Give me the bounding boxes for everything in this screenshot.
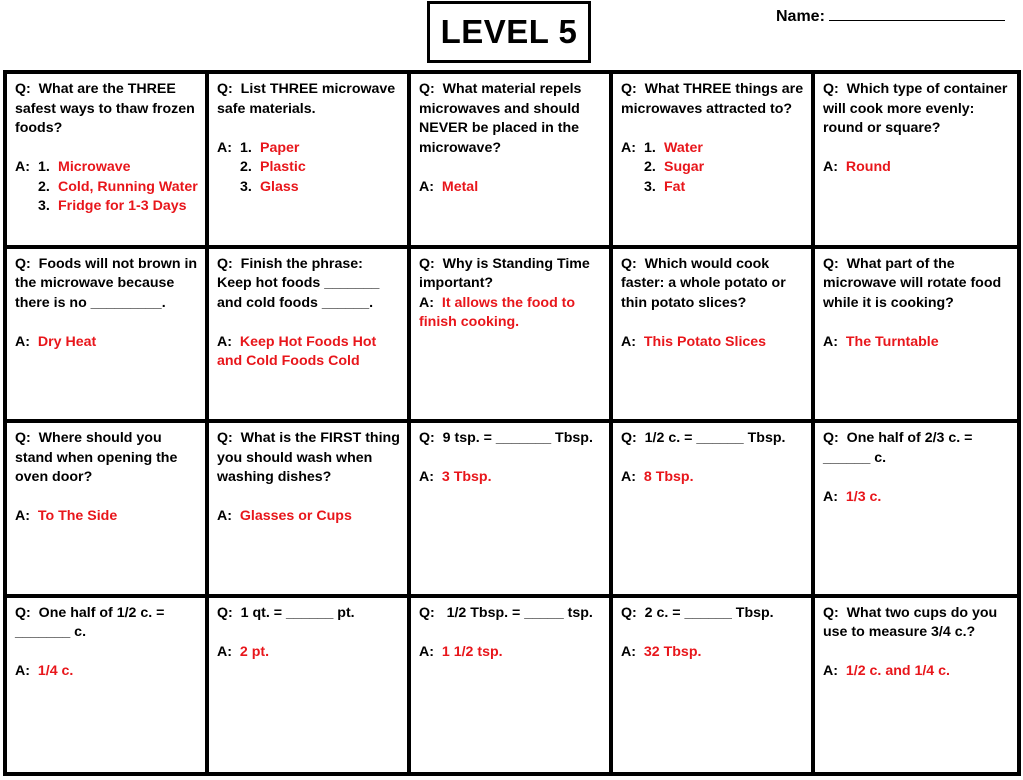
answer-prefix: A: xyxy=(823,663,838,679)
answer-text: To The Side xyxy=(37,508,118,524)
quiz-cell xyxy=(7,74,209,249)
answer xyxy=(419,468,602,488)
question-prefix: Q: xyxy=(621,430,637,446)
answer-text: Metal xyxy=(441,178,479,195)
answer-prefix: A: xyxy=(419,469,434,485)
question-text xyxy=(419,80,602,158)
answer-text: Dry Heat xyxy=(37,333,97,350)
spacer xyxy=(823,139,1010,159)
quiz-cell xyxy=(815,598,1017,773)
answer-text: 3 Tbsp. xyxy=(441,469,492,485)
question-text xyxy=(621,80,804,119)
answer xyxy=(15,662,198,682)
question-body: Finish the phrase: Keep hot foods _______ and cold foods ______. xyxy=(217,255,380,311)
answer-prefix: A: xyxy=(823,488,838,505)
question-text xyxy=(217,429,400,488)
spacer xyxy=(823,468,1010,488)
question-text xyxy=(621,255,804,314)
question-text xyxy=(621,604,804,624)
answer-prefix: A: xyxy=(217,643,232,660)
quiz-cell xyxy=(7,598,209,773)
answer xyxy=(621,333,804,353)
spacer xyxy=(621,449,804,469)
question-text xyxy=(419,429,602,449)
spacer xyxy=(15,139,198,159)
answer-prefix: A: xyxy=(15,333,30,350)
answer xyxy=(419,178,602,198)
question-text xyxy=(15,604,198,643)
answer-text: 2 pt. xyxy=(239,643,270,660)
question-prefix: Q: xyxy=(621,604,637,621)
spacer xyxy=(15,643,198,663)
question-body: 1/2 Tbsp. = _____ tsp. xyxy=(442,604,593,621)
answer-list-item xyxy=(217,139,400,159)
answer-list xyxy=(621,139,804,198)
quiz-cell xyxy=(613,423,815,598)
quiz-cell xyxy=(815,249,1017,424)
answer xyxy=(621,468,804,488)
spacer xyxy=(217,488,400,508)
question-body: One half of 2/3 c. = ______ c. xyxy=(823,430,973,466)
answer-text: Sugar xyxy=(664,159,705,175)
answer-list xyxy=(15,158,198,217)
answer-list-item xyxy=(15,178,198,198)
question-text xyxy=(15,255,198,314)
spacer xyxy=(419,158,602,178)
answer-prefix: A: xyxy=(217,333,232,350)
question-text xyxy=(621,429,804,449)
answer-text: 1/2 c. and 1/4 c. xyxy=(845,663,950,679)
question-text xyxy=(419,255,602,294)
answer-prefix: A: xyxy=(217,139,232,156)
answer-text: Cold, Running Water xyxy=(58,178,198,195)
question-prefix: Q: xyxy=(621,81,637,97)
question-text xyxy=(419,604,602,624)
answer-text: Plastic xyxy=(260,159,306,175)
question-body: Foods will not brown in the microwave because there is no _________. xyxy=(15,255,198,311)
answer-prefix: A: xyxy=(621,643,636,660)
answer xyxy=(15,507,198,527)
answer-list-item xyxy=(217,158,400,178)
question-prefix: Q: xyxy=(419,81,435,97)
answer-prefix: A: xyxy=(15,508,30,524)
answer xyxy=(823,333,1010,353)
question-text xyxy=(15,429,198,488)
answer-text: 8 Tbsp. xyxy=(643,469,694,485)
question-prefix: Q: xyxy=(15,604,31,621)
question-prefix: Q: xyxy=(419,255,435,272)
answer-prefix: A: xyxy=(823,333,838,350)
answer xyxy=(823,488,1010,508)
question-prefix: Q: xyxy=(823,81,839,97)
answer-prefix: A: xyxy=(217,508,232,524)
quiz-grid xyxy=(3,70,1021,776)
question-body: What THREE things are microwaves attracted to? xyxy=(621,81,804,117)
question-prefix: Q: xyxy=(15,255,31,272)
answer xyxy=(217,643,400,663)
question-body: 1 qt. = ______ pt. xyxy=(240,604,355,621)
spacer xyxy=(217,119,400,139)
answer-number: 1. xyxy=(38,159,50,175)
question-body: Which would cook faster: a whole potato or thin potato slices? xyxy=(621,255,786,311)
question-body: One half of 1/2 c. = _______ c. xyxy=(15,604,165,640)
quiz-cell xyxy=(411,249,613,424)
spacer xyxy=(621,119,804,139)
answer xyxy=(15,333,198,353)
question-prefix: Q: xyxy=(823,430,839,446)
quiz-cell xyxy=(613,249,815,424)
page-title: LEVEL 5 xyxy=(427,1,591,63)
answer-text: Round xyxy=(845,159,891,175)
question-body: What two cups do you use to measure 3/4 c.? xyxy=(823,604,998,640)
quiz-cell xyxy=(411,74,613,249)
question-body: What part of the microwave will rotate food while it is cooking? xyxy=(823,255,1002,311)
answer xyxy=(217,507,400,527)
question-text xyxy=(823,604,1010,643)
answer-prefix: A: xyxy=(419,643,434,660)
quiz-cell xyxy=(411,423,613,598)
question-body: Which type of container will cook more evenly: round or square? xyxy=(823,81,1008,136)
quiz-cell xyxy=(209,423,411,598)
answer-text: Glasses or Cups xyxy=(239,508,352,524)
answer-text: Paper xyxy=(260,139,300,156)
question-prefix: Q: xyxy=(217,604,233,621)
question-prefix: Q: xyxy=(217,81,233,97)
spacer xyxy=(217,313,400,333)
quiz-cell xyxy=(209,598,411,773)
answer xyxy=(217,333,400,372)
answer-prefix: A: xyxy=(621,333,636,350)
quiz-cell xyxy=(7,423,209,598)
spacer xyxy=(217,623,400,643)
question-body: 1/2 c. = ______ Tbsp. xyxy=(644,430,786,446)
question-body: 2 c. = ______ Tbsp. xyxy=(644,604,774,621)
answer-text: 1 1/2 tsp. xyxy=(441,643,503,660)
quiz-cell xyxy=(411,598,613,773)
question-prefix: Q: xyxy=(15,81,31,97)
name-blank-line[interactable] xyxy=(829,6,1005,21)
spacer xyxy=(823,313,1010,333)
answer xyxy=(823,662,1010,682)
question-text xyxy=(217,80,400,119)
answer-number: 2. xyxy=(240,159,252,175)
quiz-cell xyxy=(815,74,1017,249)
answer-text: It allows the food to finish cooking. xyxy=(419,294,576,330)
name-label: Name: xyxy=(776,8,825,25)
answer-text: Keep Hot Foods Hot and Cold Foods Cold xyxy=(217,333,377,369)
answer-list xyxy=(217,139,400,198)
question-prefix: Q: xyxy=(217,430,233,446)
question-body: What is the FIRST thing you should wash when washing dishes? xyxy=(217,430,400,485)
answer-prefix: A: xyxy=(15,663,30,679)
spacer xyxy=(419,623,602,643)
answer-list-item xyxy=(217,178,400,198)
quiz-cell xyxy=(815,423,1017,598)
quiz-cell xyxy=(613,598,815,773)
answer-text: 1/4 c. xyxy=(37,663,74,679)
answer xyxy=(419,294,602,333)
spacer xyxy=(621,623,804,643)
answer-number: 2. xyxy=(644,159,656,175)
quiz-cell xyxy=(7,249,209,424)
question-text xyxy=(823,80,1010,139)
name-field xyxy=(776,6,1005,26)
answer-list-item xyxy=(15,197,198,217)
answer-prefix: A: xyxy=(621,139,636,156)
question-prefix: Q: xyxy=(217,255,233,272)
answer-list-item xyxy=(15,158,198,178)
answer-number: 1. xyxy=(644,139,656,156)
answer-number: 3. xyxy=(38,198,50,214)
answer-text: 32 Tbsp. xyxy=(643,643,702,660)
question-body: What are the THREE safest ways to thaw frozen foods? xyxy=(15,81,195,136)
answer-list-item xyxy=(621,178,804,198)
question-prefix: Q: xyxy=(15,430,31,446)
question-text xyxy=(217,255,400,314)
spacer xyxy=(15,488,198,508)
question-prefix: Q: xyxy=(419,604,435,621)
question-body: Why is Standing Time important? xyxy=(419,255,590,291)
spacer xyxy=(419,449,602,469)
answer-text: Fat xyxy=(664,178,686,195)
spacer xyxy=(15,313,198,333)
answer-number: 3. xyxy=(240,178,252,195)
quiz-cell xyxy=(613,74,815,249)
question-body: Where should you stand when opening the oven door? xyxy=(15,430,178,485)
answer-prefix: A: xyxy=(419,178,434,195)
answer-text: Fridge for 1-3 Days xyxy=(58,198,187,214)
question-prefix: Q: xyxy=(823,255,839,272)
quiz-cell xyxy=(209,249,411,424)
question-prefix: Q: xyxy=(823,604,839,621)
question-body: What material repels microwaves and should NEVER be placed in the microwave? xyxy=(419,81,582,156)
answer xyxy=(621,643,804,663)
question-text xyxy=(15,80,198,139)
answer-number: 1. xyxy=(240,139,252,156)
answer-prefix: A: xyxy=(621,469,636,485)
answer-prefix: A: xyxy=(823,159,838,175)
answer-text: Microwave xyxy=(58,159,131,175)
answer-number: 3. xyxy=(644,178,656,195)
quiz-cell xyxy=(209,74,411,249)
answer-text: The Turntable xyxy=(845,333,939,350)
answer-text: Glass xyxy=(260,178,299,195)
answer-text: Water xyxy=(664,139,703,156)
question-text xyxy=(217,604,400,624)
answer-number: 2. xyxy=(38,178,50,195)
answer-prefix: A: xyxy=(419,294,434,311)
question-prefix: Q: xyxy=(419,430,435,446)
question-body: List THREE microwave safe materials. xyxy=(217,81,396,117)
answer xyxy=(823,158,1010,178)
question-prefix: Q: xyxy=(621,255,637,272)
answer-prefix: A: xyxy=(15,159,30,175)
answer xyxy=(419,643,602,663)
answer-list-item xyxy=(621,158,804,178)
spacer xyxy=(823,643,1010,663)
spacer xyxy=(621,313,804,333)
question-body: 9 tsp. = _______ Tbsp. xyxy=(442,430,593,446)
question-text xyxy=(823,429,1010,468)
answer-text: This Potato Slices xyxy=(643,333,767,350)
answer-list-item xyxy=(621,139,804,159)
question-text xyxy=(823,255,1010,314)
answer-text: 1/3 c. xyxy=(845,488,882,505)
